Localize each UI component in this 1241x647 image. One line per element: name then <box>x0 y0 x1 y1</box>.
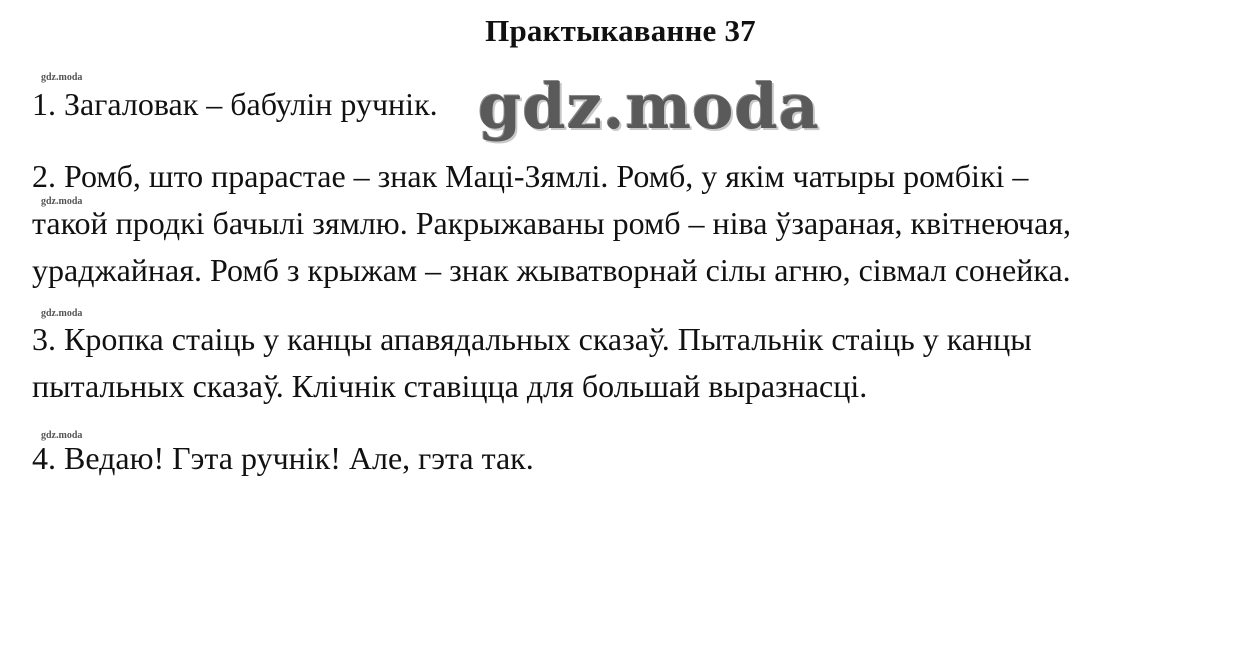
answer-2-line-1: 2. Ромб, што прарастае – знак Маці-Зямлі. Ромб, у якім чатыры ромбікі – <box>32 158 1029 194</box>
page-title: Практыкаванне 37 <box>485 13 756 48</box>
answer-2-line-3: ураджайная. Ромб з крыжам – знак жыватворнай сілы агню, сівмал сонейка. <box>32 252 1071 288</box>
answer-1-line-1: 1. Загаловак – бабулін ручнік. <box>32 86 438 122</box>
answer-2-line-2: такой продкі бачылі зямлю. Ракрыжаваны ромб – ніва ўзараная, квітнеючая, <box>32 205 1072 241</box>
watermark-small-1: gdz.moda <box>41 72 83 83</box>
answer-4-line-1: 4. Ведаю! Гэта ручнік! Але, гэта так. <box>32 440 534 476</box>
answer-3-line-1: 3. Кропка стаіць у канцы апавядальных сказаў. Пытальнік стаіць у канцы <box>32 321 1032 357</box>
answer-3 <box>32 316 1222 410</box>
answer-3-line-2: пытальных сказаў. Клічнік ставіцца для большай выразнасці. <box>32 368 868 404</box>
watermark-logo: gdz.moda <box>478 70 820 143</box>
watermark-small-2: gdz.moda <box>41 196 83 207</box>
watermark-small-3: gdz.moda <box>41 308 83 319</box>
answer-2 <box>32 153 1222 294</box>
answer-4 <box>32 435 1222 482</box>
watermark-small-4: gdz.moda <box>41 430 83 441</box>
